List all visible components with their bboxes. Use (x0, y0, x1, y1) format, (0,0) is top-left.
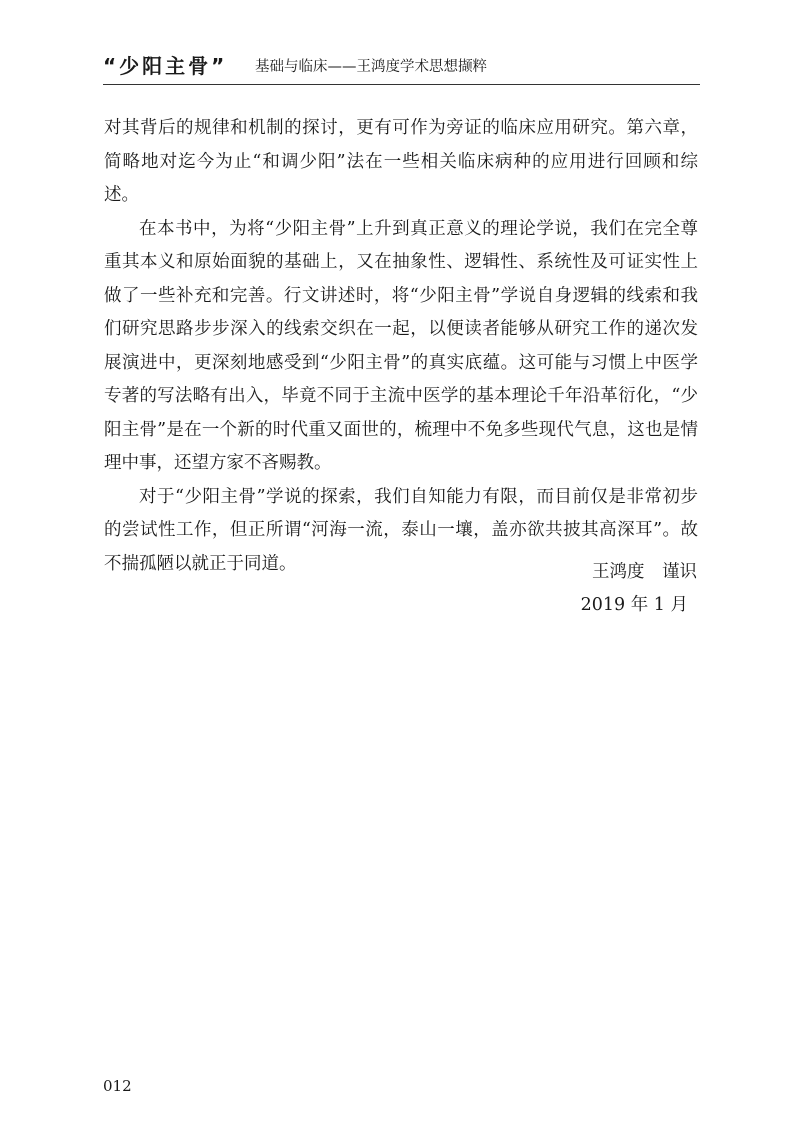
header-book-title: “少阳主骨” (103, 54, 228, 78)
body-text (104, 112, 698, 581)
signature-block (581, 556, 697, 622)
running-header (103, 52, 700, 82)
paragraph: 对于“少阳主骨”学说的探索，我们自知能力有限，而目前仅是非常初步的尝试性工作，但正所谓“河海一流，泰山一壤，盖亦欲共披其高深耳”。故不揣孤陋以就正于同道。 (104, 486, 698, 574)
header-rule (103, 84, 700, 85)
signature-date: 2019 年 1 月 (580, 595, 688, 615)
header-subtitle: 基础与临床——王鸿度学术思想撷粹 (255, 59, 487, 75)
paragraph-continued: 对其背后的规律和机制的探讨，更有可作为旁证的临床应用研究。第六章，简略地对迄今为止“和调少阳”法在一些相关临床病种的应用进行回顾和综述。 (104, 118, 698, 205)
author-signature: 王鸿度 谨识 (592, 562, 697, 582)
page-number: 012 (103, 1077, 132, 1095)
paragraph: 在本书中，为将“少阳主骨”上升到真正意义的理论学说，我们在完全尊重其本义和原始面貌的基础上，又在抽象性、逻辑性、系统性及可证实性上做了一些补充和完善。行文讲述时，将“少阳主骨”学说自身逻辑的线索和我们研究思路步步深入的线索交织在一起，以便读者能够从研究工作的递次发展演进中，更深刻地感受到“少阳主骨”的真实底蕴。这可能与习惯上中医学专著的写法略有出入，毕竟不同于主流中医学的基本理论千年沿革衍化，“少阳主骨”是在一个新的时代重又面世的，梳理中不免多些现代气息，这也是情理中事，还望方家不吝赐教。 (104, 218, 698, 473)
